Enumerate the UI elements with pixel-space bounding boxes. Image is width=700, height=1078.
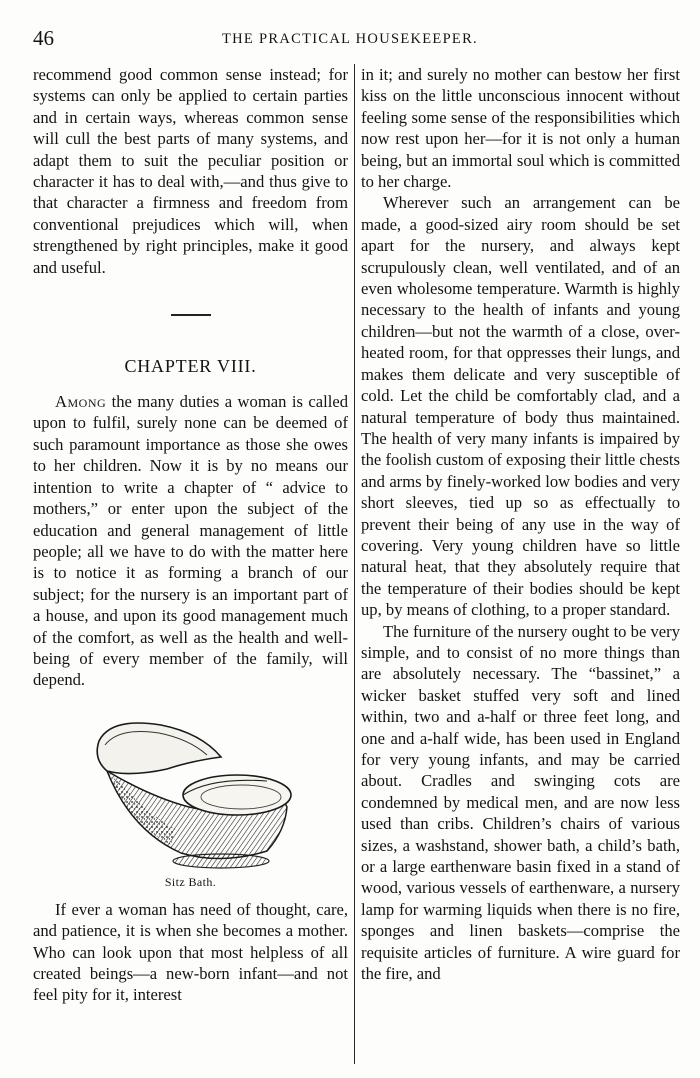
paragraph-right-3: The furniture of the nursery ought to be very simple, and to consist of no more things than are absolutely necessary. The “bassinet,” a wicker basket stuffed very soft and lined within, two and a-half or three feet long, and one and a-half wide, has been used in England for very young infants, and may be carried about. Cradles and swinging cots are condemned by medical men, and are now less used than cribs. Children’s chairs of various sizes, a washstand, shower bath, a child’s bath, or a large earthenware basin fixed in a stand of wood, various vessels of earthenware, a nursery lamp for warming liquids when there is no fire, sponges and linen baskets—comprise the requisite articles of furniture. A wire guard for the fire, and [361,621,680,984]
paragraph-right-1: in it; and surely no mother can bestow her first kiss on the little unconscious innocent without feeling some sense of the responsibilities which now rest upon her—for it is not only a human being, but an immortal soul which is committed to her charge. [361,65,680,192]
sitz-bath-illustration [71,711,311,871]
column-divider [354,64,355,1064]
chapter-paragraph-text: the many duties a woman is called upon to fulfil, surely none can be deemed of such paramount importance as those she owes to her children. Now it is by no means our intention to write a chapter of “ advice to mothers,” or enter upon the subject of the education and general management of little people; all we have to do with the matter here is to notice it as forming a branch of our subject; for the nursery is an important part of a house, and upon its good management much of the comfort, as well as the health and well-being of every member of the family, will depend. [33,392,348,690]
running-title: THE PRACTICAL HOUSEKEEPER. [221,31,478,47]
drop-word: Among [55,392,107,412]
figure-caption: Sitz Bath. [164,874,217,889]
right-column [361,64,680,984]
chapter-heading: CHAPTER VIII. [124,356,257,377]
paragraph-left-3: If ever a woman has need of thought, care, and patience, it is when she becomes a mother. Who can look upon that most helpless of all created beings—a new-born infant—and not feel pity for it, interest [33,899,348,1005]
section-rule [171,314,211,316]
paragraph-right-2: Wherever such an arrangement can be made, a good-sized airy room should be set apart for the nursery, and always kept scrupulously clean, well ventilated, and of an even wholesome temperature. Warmth is highly necessary to the health of infants and young children—but not the warmth of a close, over-heated room, for that oppresses their lungs, and makes them delicate and very susceptible of cold. Let the child be comfortably clad, and a natural temperature of body thus maintained. The health of very many infants is impaired by the foolish custom of exposing their little chests and arms by finely-worked low bodies and very short sleeves, tied up so as effectually to prevent their being of any use in the way of covering. Very young children have so little natural heat, that they absolutely require that the temperature of their bodies should be kept up, by means of clothing, to a proper standard. [361,193,680,620]
sitz-bath-figure [33,711,348,890]
left-column [33,64,348,1006]
page-number: 46 [33,26,54,50]
chapter-paragraph [33,391,348,691]
page-header [0,26,700,52]
paragraph-left-1: recommend good common sense instead; for systems can only be applied to certain parties and in certain ways, whereas common sense will cull the best parts of many systems, and adapt them to suit the peculiar position or character it has to deal with,—and thus give to that character a firmness and freedom from conventional prejudices which will, when strengthened by right principles, make it good and useful. [33,65,348,277]
